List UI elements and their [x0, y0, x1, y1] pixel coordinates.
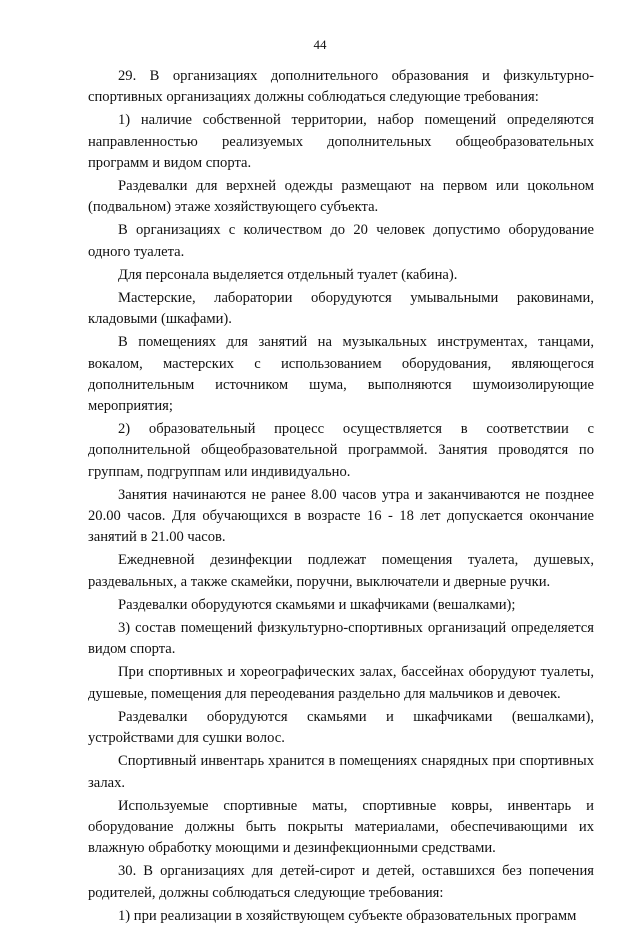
paragraph-mats-coverings: Используемые спортивные маты, спортивные ковры, инвентарь и оборудование должны быть покрыты материалами, обеспечивающими их влажную обработку моющими и дезинфекционными средствами.	[88, 797, 594, 857]
paragraph-outerwear-cloakrooms: Раздевалки для верхней одежды размещают на первом или цокольном (подвальном) этаже хозяйствующего субъекта.	[88, 178, 594, 216]
paragraph-29-item-2: 2) образовательный процесс осуществляется в соответствии с дополнительной общеобразовательной программой. Занятия проводятся по группам, подгруппам или индивидуально.	[88, 421, 594, 480]
paragraph-changing-rooms-hair-dryers: Раздевалки оборудуются скамьями и шкафчиками (вешалками), устройствами для сушки волос.	[88, 708, 594, 747]
paragraph-29-item-1: 1) наличие собственной территории, набор помещений определяются направленностью реализуемых дополнительных общеобразовательных программ и видом спорта.	[88, 112, 594, 171]
paragraph-30-intro: 30. В организациях для детей-сирот и детей, оставшихся без попечения родителей, должны соблюдаться следующие требования:	[88, 863, 594, 901]
paragraph-29-intro: 29. В организациях дополнительного образования и физкультурно-спортивных организациях должны соблюдаться следующие требования:	[88, 68, 594, 106]
paragraph-daily-disinfection: Ежедневной дезинфекции подлежат помещения туалета, душевых, раздевальных, а также скамейки, поручни, выключатели и дверные ручки.	[88, 552, 594, 590]
document-body	[88, 66, 594, 929]
paragraph-staff-toilet: Для персонала выделяется отдельный туалет (кабина).	[118, 266, 458, 283]
paragraph-noise-isolation: В помещениях для занятий на музыкальных инструментах, танцами, вокалом, мастерских с использованием оборудования, являющегося дополнительным источником шума, выполняются шумоизолирующие мероприятия;	[88, 334, 594, 415]
page-number: 44	[313, 37, 327, 52]
paragraph-30-item-1: 1) при реализации в хозяйствующем субъекте образовательных программ	[118, 907, 577, 924]
paragraph-29-item-3: 3) состав помещений физкультурно-спортивных организаций определяется видом спорта.	[88, 620, 594, 658]
paragraph-sports-halls: При спортивных и хореографических залах, бассейнах оборудуют туалеты, душевые, помещения для переодевания раздельно для мальчиков и девочек.	[88, 664, 594, 702]
paragraph-class-hours: Занятия начинаются не ранее 8.00 часов утра и заканчиваются не позднее 20.00 часов. Для обучающихся в возрасте 16 - 18 лет допускается окончание занятий в 21.00 часов.	[88, 486, 594, 546]
paragraph-single-toilet: В организациях с количеством до 20 человек допустимо оборудование одного туалета.	[88, 222, 594, 260]
paragraph-changing-rooms: Раздевалки оборудуются скамьями и шкафчиками (вешалками);	[118, 596, 516, 613]
paragraph-workshops: Мастерские, лаборатории оборудуются умывальными раковинами, кладовыми (шкафами).	[88, 290, 594, 328]
paragraph-sports-equipment-storage: Спортивный инвентарь хранится в помещениях снарядных при спортивных залах.	[88, 753, 594, 791]
